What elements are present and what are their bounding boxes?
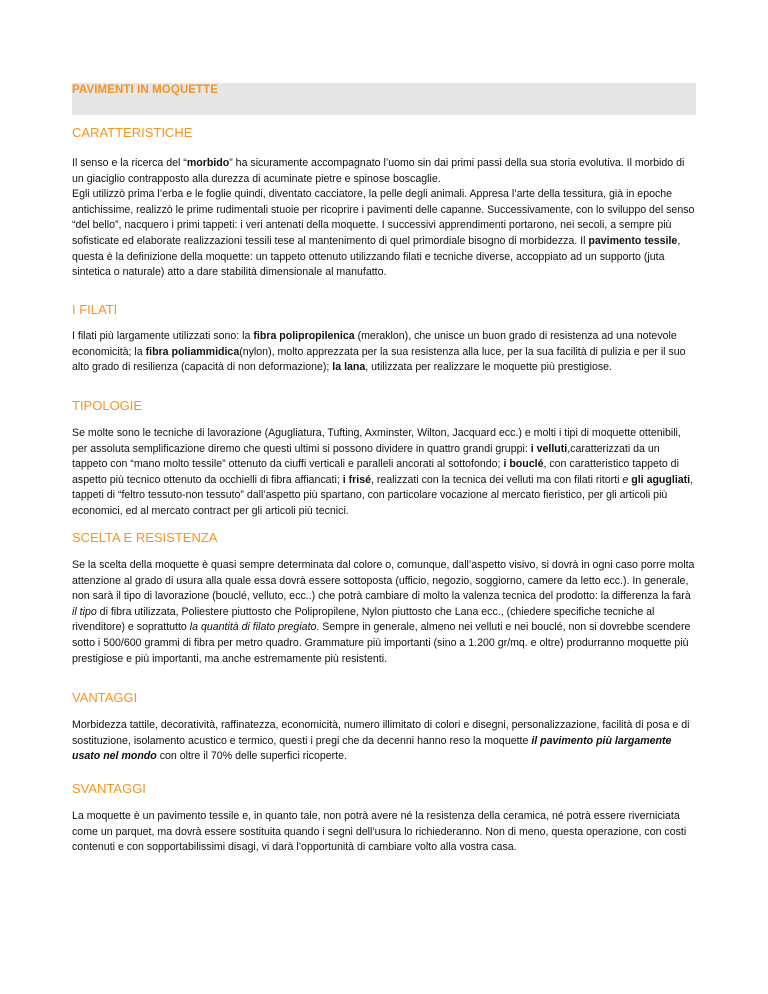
section-filati bbox=[72, 302, 696, 376]
text-run: (nylon), molto apprezzata per la sua resistenza alla luce, per la sua facilità di pulizia e per il suo alto grado di resilienza (capacità di non deformazione); bbox=[72, 345, 686, 374]
section-heading: VANTAGGI bbox=[72, 690, 138, 705]
bold-text: i velluti bbox=[530, 442, 568, 455]
text-run: di fibra utilizzata, Poliestere piuttosto che Polipropilene, Nylon piuttosto che Lana ecc., (chiedere specifiche tecniche al rivenditore) e soprattutto bbox=[72, 605, 655, 634]
italic-text: la quantità di filato pregiato bbox=[189, 621, 317, 634]
text-run: Se la scelta della moquette è quasi sempre determinata dal colore o, comunque, dall’aspetto visivo, si dovrà in ogni caso porre molta attenzione al grado di usura alla quale essa dovrà essere sottoposta (ufficio, negozio, soggiorno, camere da letto ecc.). In generale, non sarà il tipo di lavorazione (bouclé, velluto, ecc..) che potrà cambiare di molto la valenza tecnica del prodotto: la differenza la farà bbox=[72, 559, 695, 603]
bold-text: il pavimento più largamente usato nel mondo bbox=[72, 734, 672, 763]
bold-text: morbido bbox=[186, 157, 230, 169]
section-paragraph bbox=[72, 809, 696, 856]
bold-text: pavimento tessile bbox=[588, 234, 678, 247]
section-paragraph bbox=[72, 558, 696, 667]
text-run: (meraklon), che unisce un buon grado di resistenza ad una notevole economicità; la bbox=[72, 330, 677, 358]
text-run: , tappeti di “feltro tessuto-non tessuto” dall’aspetto più spartano, con particolare vocazione al mercato fieristico, per gli articoli più economici, ed al mercato contract per gli articoli più tecnici. bbox=[72, 473, 694, 517]
title-bar bbox=[72, 83, 696, 115]
bold-text: fibra poliammidica bbox=[145, 345, 240, 358]
text-run: , realizzati con la tecnica dei velluti ma con filati ritorti bbox=[370, 473, 623, 486]
section-heading: TIPOLOGIE bbox=[72, 398, 143, 413]
section-tipologie bbox=[72, 398, 696, 520]
text-run: . Sempre in generale, almeno nei velluti e nei bouclé, non si dovrebbe scendere sotto i 500/600 grammi di fibra per metro quadro. Grammature più importanti (sino a 1.200 gr/mq. e oltre) produrranno moquette più prestigiose e più importanti, ma anche estremamente più resistenti. bbox=[72, 621, 691, 665]
section-heading: I FILATI bbox=[72, 302, 118, 317]
section-caratteristiche bbox=[72, 125, 696, 281]
text-run: Se molte sono le tecniche di lavorazione (Agugliatura, Tufting, Axminster, Wilton, Jacquard ecc.) e molti i tipi di moquette ottenibili, per assoluta semplificazione diremo che questi ultimi si possono dividere in quattro grandi gruppi: bbox=[72, 427, 681, 455]
text-run: , utilizzata per realizzare le moquette più prestigiose. bbox=[365, 361, 613, 374]
text-run: ” ha sicuramente accompagnato l’uomo sin dai primi passi della sua storia evolutiva. Il morbido di un giaciglio contrapposto alla durezza di acuminate pietre e spinose boscaglie. bbox=[72, 157, 685, 185]
section-paragraph bbox=[72, 329, 696, 376]
text-run: con oltre il 70% delle superfici ricoperte. bbox=[156, 750, 347, 763]
section-heading: CARATTERISTICHE bbox=[72, 125, 193, 140]
text-run: , questa è la definizione della moquette: un tappeto ottenuto utilizzando filati e tecniche diverse, accoppiato ad un supporto (juta sintetica o naturale) atto a dare stabilità dimensionale al manufatto. bbox=[72, 234, 681, 279]
text-run: I filati più largamente utilizzati sono: la bbox=[72, 330, 254, 342]
text-run: La moquette è un pavimento tessile e, in quanto tale, non potrà avere né la resistenza della ceramica, né potrà essere riverniciata come un parquet, ma dovrà essere sostituita quando i segni dell’usura lo richiederanno. Non di meno, questa operazione, con costi contenuti e con sopportabilissimi disagi, vi darà l’opportunità di cambiare volto alla vostra casa. bbox=[72, 810, 687, 854]
section-paragraph bbox=[72, 426, 696, 520]
italic-text: e bbox=[622, 473, 629, 486]
section-svantaggi bbox=[72, 781, 696, 856]
text-run: , con caratteristico tappeto di aspetto più tecnico ottenuto da occhielli di fibra affiancati; bbox=[72, 458, 679, 486]
page-title: PAVIMENTI IN MOQUETTE bbox=[72, 84, 219, 96]
text-run: Il senso e la ricerca del “ bbox=[72, 157, 187, 169]
bold-text: i frisé bbox=[342, 473, 371, 486]
text-run: Egli utilizzò prima l’erba e le foglie quindi, diventato cacciatore, la pelle degli animali. Appresa l’arte della tessitura, già in epoche antichissime, realizzò le prime rudimentali stuoie per ricoprire i pavimenti delle capanne. Successivamente, con lo sviluppo del senso “del bello”, nacquero i primi tappeti: i veri antenati della moquette. I successivi apprendimenti portarono, nei secoli, a sempre più sofisticate ed elaborate realizzazioni tessili tese al mantenimento di quel primordiale bisogno di morbidezza. Il bbox=[72, 188, 695, 247]
section-vantaggi bbox=[72, 690, 696, 765]
italic-text: il tipo bbox=[72, 605, 97, 618]
bold-text: gli agugliati bbox=[631, 473, 691, 486]
text-run: ,caratterizzati da un tappeto con “mano molto tessile” ottenuto da ciuffi verticali e paralleli ancorati al sottofondo; bbox=[72, 442, 660, 471]
bold-text: i bouclé bbox=[503, 458, 544, 471]
section-scelta-resistenza bbox=[72, 530, 696, 667]
section-paragraph bbox=[72, 718, 696, 765]
section-heading: SVANTAGGI bbox=[72, 781, 146, 796]
section-paragraph bbox=[72, 156, 696, 281]
section-heading: SCELTA E RESISTENZA bbox=[72, 530, 218, 545]
bold-text: fibra polipropilenica bbox=[253, 330, 355, 342]
text-run: Morbidezza tattile, decoratività, raffinatezza, economicità, numero illimitato di colori e disegni, personalizzazione, facilità di posa e di sostituzione, isolamento acustico e termico, questi i pregi che da decenni hanno reso la moquette bbox=[72, 719, 690, 747]
bold-text: la lana bbox=[332, 361, 366, 374]
